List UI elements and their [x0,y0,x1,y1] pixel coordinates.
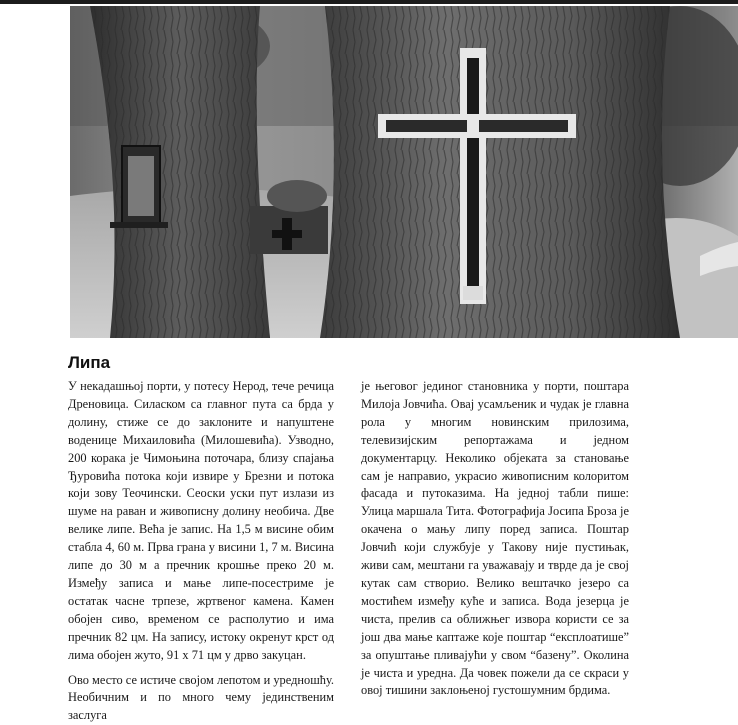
photo-linden-trees-with-cross [70,6,738,338]
paragraph: је његовог јединог становника у порти, поштара Милоја Јовчића. Овај усамљеник и чудак је главна рола у многим новинским прилозима, телевизијским репортажама и једном документарцу. Неколико објеката за становање сам је направио, украсио живописним колоритом фасада и путоказима. На једној табли пише: Улица маршала Тита. Фотографија Јосипа Броза је окачена о мању липу поред записа. Поштар Јовчић који службује у Такову није пустињак, живи сам, мештани га уважавају и тврде да је свој кутак сам створио. Велико вештачко језеро са мостићем између куће и записа. Вода језерца је чиста, прелив са оближњег извора користи се за још два мање каптаже које поштар “експлоатише” за опуштање пливајући у свом “базену”. Околина је чиста и уредна. Да човек пожели да се скраси у овој тишини заклоњеној густошумним брдима. [361,378,629,700]
paragraph: Ово место се истиче својом лепотом и уредношћу. Необичним и по много чему јединственим заслуга [68,672,334,725]
paragraph: У некадашњој порти, у потесу Нерод, тече речица Дреновица. Силаском са главног пута са брда у долину, стиже се до заклоните и напуштене воденице Михаиловића (Милошевића). Узводно, 200 корака је Чимоњина поточара, близу спајања Ђуровића потока који извире у Брезни и потока који зову Теочински. Сеоски уски пут излази из шуме на раван и живописну долину необича. Две велике липе. Већа је запис. На 1,5 м висине обим стабла 4, 60 м. Прва грана у висини 1, 7 м. Висина липе до 30 м а пречник крошње преко 20 м. Између записа и мање липе-посестриме је остатак часне трпезе, жртвеног камена. Камен обојен сиво, временом се располутио и има пречник 82 цм. На запису, истоку окренут крст од лима обојен жуто, 91 х 71 цм у дрво закуцан. [68,378,334,665]
article-left-column [68,378,334,725]
article-heading: Липа [68,353,110,373]
top-border [0,0,738,4]
article-right-column [361,378,629,700]
